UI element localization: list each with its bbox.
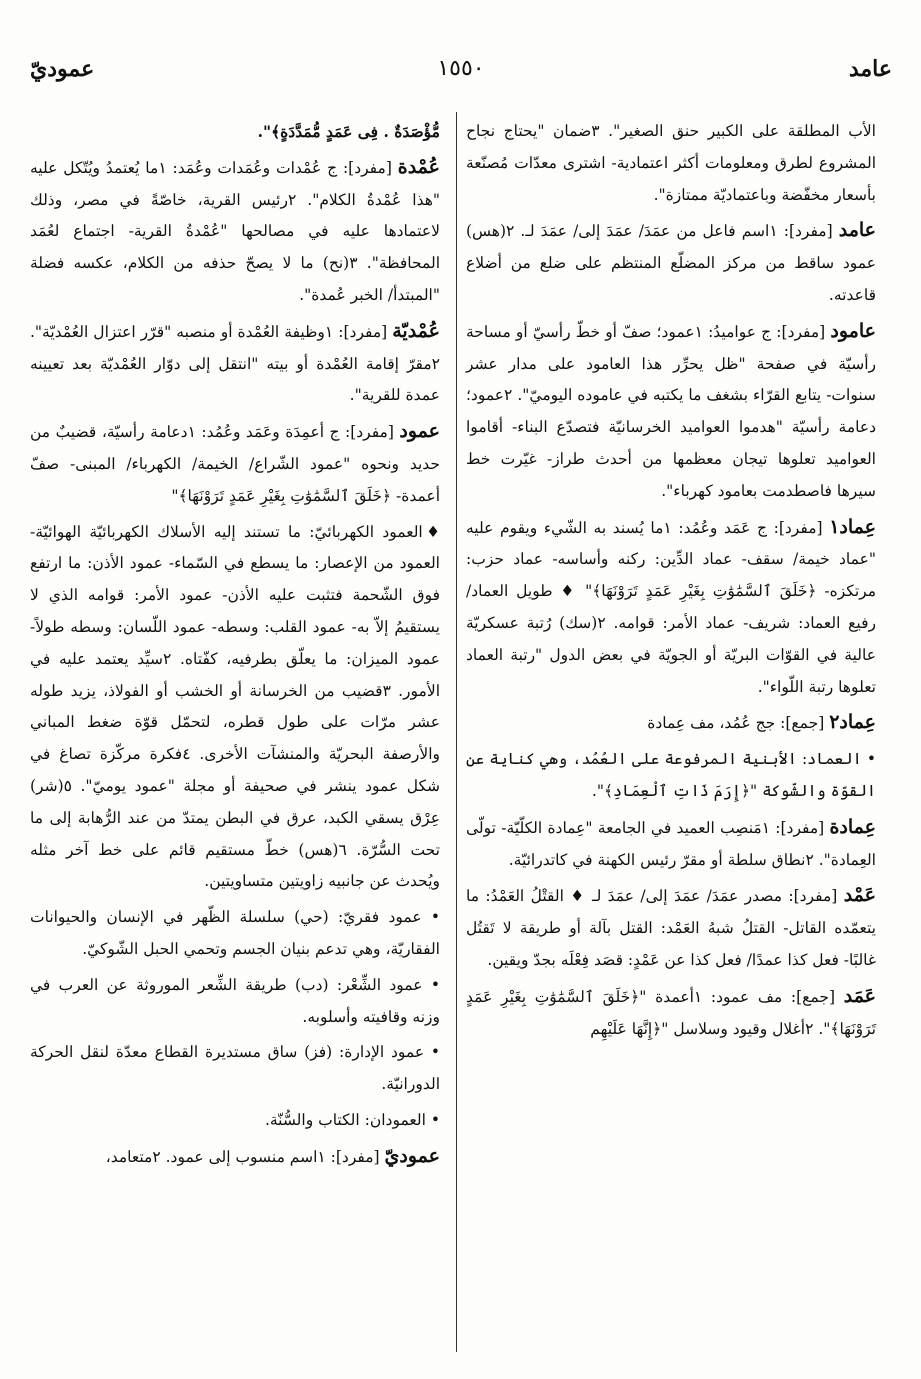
entry-definition: • العمودان: الكتاب والسُّنّة. xyxy=(264,1110,440,1129)
entry-definition: ♦العمود الكهربائيّ: ما تستند إليه الأسلاك الكهربائيّة الهوائيّة- العمود من الإعصار: ما يسطع في السّماء- عمود الأذن: ما ارتفع فوق الشّحمة فتثبت عليه الأذن- عمود الأمر: قوامه الذي لا يستقيمُ إلاّ به- عمود القلب: وسطه- عمود اللّسان: وسطه طولاً- عمود الميزان: ما يعلّق بطرفيه، كفّتاه. ٢سيِّد يعتمد عليه في الأمور. ٣قضيب من الخرسانة أو الخشب أو الفولاذ، يزيد طوله عشر مرّات على طول قطره، لتحمّل قوّة ضغط المباني والأرصفة البحريّة والمنشآت الأخرى. ٤فكرة مركّزة تصاغ في شكل عمود ينشر في صحيفة أو مجلة "عمود يوميّ". ٥(شر) عِرْق يسقي الكبد، عرق في البطن يمتدّ من عند الرُّهابة إلى ما تحت السُّرّة. ٦(هس) خطّ مستقيم قائم على خط آخر مثله ويُحدث عن جانبيه زاويتين متساويتين. xyxy=(30,522,441,891)
sub-entry xyxy=(30,970,440,1034)
continued-text: الأب المطلقة على الكبير حنق الصغير". ٣ضمان "يحتاج نجاح المشروع لطرق ومعلومات أكثر اعتمادية- اشترى معدّات مُصنّعة بأسعار مخفّضة وباعتماديّة ممتازة". xyxy=(466,122,876,204)
page-header xyxy=(30,48,892,88)
dictionary-entry xyxy=(30,152,440,312)
dictionary-entry xyxy=(466,707,876,740)
header-guide-word-left: عموديّ xyxy=(30,56,95,82)
dictionary-entry xyxy=(466,812,876,877)
column-divider xyxy=(456,112,457,1352)
entry-headword: عُمْديّة xyxy=(392,319,440,342)
entry-headword: عمود xyxy=(399,420,440,443)
sub-entry xyxy=(30,1105,440,1137)
dictionary-entry xyxy=(30,316,440,412)
dictionary-entry xyxy=(30,1141,440,1174)
entry-definition: [مفرد]: ج عُمْدات وعُمَدات وعُمَد: ١ما يُعتمدُ ويُتّكل عليه "هذا عُمْدةُ الكلام". ٢رئيس القرية، خاصّةً في مصر، وذلك لاعتمادها عليه في مصالحها "عُمْدةُ القرية- اجتماع لعُمَد المحافظة". ٣(نح) ما لا يصحّ حذفه من الكلام، عكسه فضلة "المبتدأ/ الخبر عُمدة". xyxy=(30,158,441,304)
entry-headword: عِماد٢ xyxy=(829,711,876,734)
sub-entry xyxy=(466,744,876,808)
dictionary-entry xyxy=(466,215,876,311)
entry-definition: [مفرد]: ١وظيفة العُمْدة أو منصبه "قرّر اعتزال العُمْديّة". ٢مقرّ إقامة العُمْدة أو بيته "انتقل إلى دوّار العُمْديّة بعد تعيينه عمدة للقرية". xyxy=(30,322,440,405)
page-number: ١٥٥٠ xyxy=(437,56,485,81)
entry-headword: عموديّ xyxy=(384,1144,440,1167)
dictionary-entry xyxy=(30,416,440,512)
header-guide-word-right: عامد xyxy=(848,56,892,82)
entry-definition: • العماد: الأبنية المرفوعة على العُمُد، وهي كناية عن القوّة والشّوكة "﴿إِرَمَ ذَاتِ ٱلْعِمَادِ﴾". xyxy=(466,750,876,800)
dictionary-entry xyxy=(466,316,876,508)
dictionary-entry xyxy=(466,512,876,704)
entry-headword: عِماد١ xyxy=(829,515,876,538)
entry-definition: [مفرد]: ج عَمَد وعُمُد: ١ما يُسند به الشّيء ويقوم عليه "عماد خيمة/ سقف- عماد الدِّين: ركنه وأساسه- عماد حزب: مرتكزه- ﴿خَلَقَ ٱلسَّمَٰوَٰتِ بِغَيْرِ عَمَدٍ تَرَوْنَهَا﴾" ♦ طويل العماد/ رفيع العماد: شريف- عماد الأمر: قوامه. ٢(سك) رُتبة عسكريّة عالية في القوّات البريّة أو الجويّة في بعض الدول "رتبة العماد تعلوها رتبة اللّواء". xyxy=(466,518,876,696)
entry-headword: عُمْدة xyxy=(397,155,440,178)
entry-definition: [جمع]: جج عُمُد، مف عِمادة xyxy=(647,714,825,733)
entry-headword: عَمَد xyxy=(843,984,877,1007)
entry-definition: • عمود الشِّعْر: (دب) طريقة الشِّعر الموروثة عن العرب في وزنه وقافيته وأسلوبه. xyxy=(30,975,440,1026)
entry-headword: عِمادة xyxy=(829,815,876,838)
sub-entry xyxy=(30,902,440,966)
entry-definition: [جمع]: مف عمود: ١أعمدة "﴿خَلَقَ ٱلسَّمَٰوَٰتِ بِغَيْرِ عَمَدٍ تَرَوْنَهَا﴾". ٢أغلال وقيود وسلاسل "﴿إِنَّهَا عَلَيْهِم xyxy=(466,987,876,1038)
dictionary-entry xyxy=(466,981,876,1046)
right-column xyxy=(466,116,876,1049)
entry-definition: • عمود فقريّ: (حي) سلسلة الظّهر في الإنسان والحيوانات الفقاريّة، وهي تدعم بنيان الجسم وتحمي الحبل الشّوكيّ. xyxy=(30,908,440,958)
dictionary-entry xyxy=(466,880,876,976)
entry-definition: [مفرد]: ١اسم منسوب إلى عمود. ٢متعامد، xyxy=(105,1147,380,1166)
left-column xyxy=(30,116,440,1178)
entry-definition: • عمود الإدارة: (فز) ساق مستديرة القطاع معدّة لنقل الحركة الدورانيّة. xyxy=(30,1043,440,1094)
sub-entry xyxy=(30,517,440,899)
entry-headword: عَمْد xyxy=(843,884,876,907)
entry-definition: [مفرد]: مصدر عمَدَ/ عمَدَ إلى/ عمَدَ لـ ♦ القتْلُ العَمْدُ: ما يتعمّده القاتل- القتلُ شبهُ العَمْد: القتل بآلة أو طريقة لا تَقتُل غالبًا- فعل كذا عمدًا/ فعل كذا عن عَمْدٍ: قصَد فِعْلَه بجدّ ويقين. xyxy=(466,887,876,969)
entry-definition: [مفرد]: ١مَنصِب العميد في الجامعة "عِمادة الكلّيّة- تولّى العِمادة". ٢نطاق سلطة أو مقرّ رئيس الكهنة في كاتدرائيّة. xyxy=(466,818,876,869)
sub-entry xyxy=(30,1037,440,1101)
entry-headword: عامود xyxy=(830,319,876,342)
entry-definition: [مفرد]: ج عواميدُ: ١عمود؛ صفّ أو خطّ رأسيّ أو مساحة رأسيّة في صفحة "ظل يحرِّر هذا العامود على مدار عشر سنوات- يتابع القرّاء بشغف ما يكتبه في عاموده اليوميّ". ٢عمود؛ دعامة رأسيّة "هدموا العواميد الخرسانيّة فتصدّع البناء- أقاموا العواميد تعلوها تيجان معظمها من أحدث طراز- غيّرت خط سيرها فاصطدمت بعامود كهرباء". xyxy=(466,322,876,500)
entry-headword: عامد xyxy=(838,219,876,242)
entry-definition: [مفرد]: ١اسم فاعل من عمَدَ/ عمَدَ إلى/ عمَدَ لـ. ٢(هس) عمود ساقط من مركز المضلّع المنتظم على ضلع من أضلاع قاعدته. xyxy=(466,222,876,304)
entry-definition: [مفرد]: ج أعمِدَة وعَمَد وعُمُد: ١دعامة رأسيّة، قضيبٌ من حديد ونحوه "عمود الشّراع/ الخيمة/ الكهرباء/ المبنى- صفّ أعمدة- ﴿خَلَقَ ٱلسَّمَٰوَٰتِ بِغَيْرِ عَمَدٍ تَرَوْنَهَا﴾" xyxy=(30,423,440,505)
continued-text: مُّؤْصَدَةٌ . فِى عَمَدٍ مُّمَدَّدَةٍ﴾". xyxy=(257,122,440,141)
